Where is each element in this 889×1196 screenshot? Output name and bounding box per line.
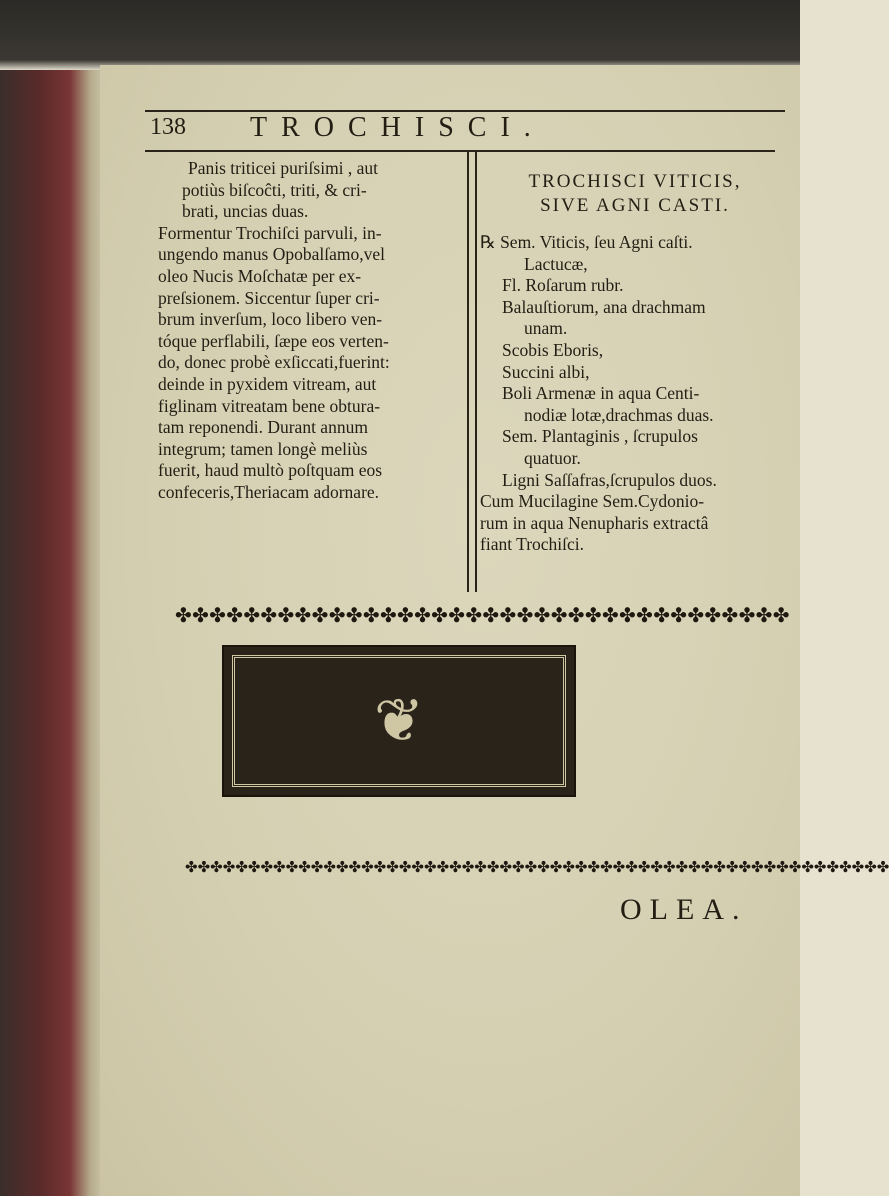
fleuron-icon: ✤ [704,605,722,627]
fleuron-icon: ✤ [499,605,517,627]
fleuron-icon: ✤ [813,860,827,876]
ingredient-line: Sem. Plantaginis , ſcrupulos [502,426,698,447]
ingredient-line: Balauſtiorum, ana drachmam [502,296,706,317]
fleuron-icon: ✤ [851,860,865,876]
text-line: ungendo manus Opobalſamo,vel [158,244,385,265]
ingredient-line: unam. [524,318,568,339]
ingredient-line: Boli Armenæ in aqua Centi- [502,383,700,404]
text-line: brum inverſum, loco libero ven- [158,309,383,330]
ingredient-line: Succini albi, [502,361,590,382]
book-spine-edge [0,70,110,1196]
fleuron-icon: ✤ [310,860,324,876]
fleuron-icon: ✤ [533,605,551,627]
ingredient-line: Fl. Roſarum rubr. [502,275,624,296]
fleuron-icon: ✤ [637,860,651,876]
ornament-border-bottom [185,858,889,880]
text-line: do, donec probè exſiccati,fuerint: [158,352,390,373]
fleuron-icon: ✤ [379,605,397,627]
page-number: 138 [150,114,186,140]
ingredient-line: fiant Trochiſci. [480,534,585,555]
column-divider-inner [475,152,477,592]
ingredient-line: ℞ Sem. Viticis, ſeu Agni caſti. [480,232,693,252]
section-title-olea: OLEA. [620,893,748,926]
fleuron-icon: ✤ [636,605,653,627]
text-line: deinde in pyxidem vitream, aut [158,373,377,394]
fleuron-icon: ✤ [601,605,619,627]
ingredient-line: Ligni Saſſafras,ſcrupulos duos. [502,469,717,490]
text-line: Formentur Trochiſci parvuli, in- [158,222,382,243]
column-divider [467,152,469,592]
fleuron-icon: ✤ [361,860,374,876]
fleuron-icon: ✤ [449,860,462,876]
ingredient-line: Scobis Eboris, [502,339,604,360]
right-column [480,170,790,556]
fleuron-icon: ✤ [763,860,777,876]
fleuron-icon: ✤ [688,860,701,876]
fleuron-icon: ✤ [298,860,311,876]
text-line: Panis triticei puriſsimi , aut [188,158,379,178]
ingredient-line: Cum Mucilagine Sem.Cydonio- [480,491,705,512]
fleuron-icon: ✤ [277,605,295,627]
fleuron-icon: ✤ [499,860,513,876]
ingredient-line: rum in aqua Nenupharis extractâ [480,512,709,533]
text-line: tóque perflabili, ſæpe eos verten- [158,330,389,351]
fleuron-icon: ✤ [285,860,299,876]
fleuron-icon: ✤ [209,605,226,627]
text-line: confeceris,Theriacam adornare. [158,481,380,502]
fleuron-icon: ✤ [725,860,739,876]
fleuron-icon: ✤ [226,605,243,627]
fleuron-icon: ✤ [612,860,626,876]
text-line: preſsionem. Siccentur ſuper cri- [158,287,380,308]
fleuron-icon: ✤ [713,860,726,876]
fleuron-icon: ✤ [461,860,475,876]
fleuron-icon: ✤ [662,860,676,876]
text-line: figlinam vitreatam bene obtura- [158,395,381,416]
left-column-text [158,158,463,504]
text-line: potiùs biſcoĉti, triti, & cri- [182,179,367,200]
fleuron-icon: ✤ [192,605,209,627]
header-bottom-rule [145,150,775,152]
fleuron-icon: ✤ [273,860,286,876]
text-line: brati, uncias duas. [182,201,309,222]
fleuron-icon: ✤ [486,860,500,876]
fleuron-icon: ✤ [567,605,585,627]
recipe-title-line1: TROCHISCI VITICIS, [528,171,742,192]
fleuron-icon: ✤ [653,605,670,627]
fleuron-icon: ✤ [414,605,431,627]
fleuron-icon: ✤ [345,605,363,627]
fleuron-icon: ✤ [524,860,538,876]
text-line: oleo Nucis Moſchatæ per ex- [158,265,362,286]
woodcut-headpiece [222,645,576,797]
fleuron-icon: ✤ [670,605,688,627]
fleuron-icon: ✤ [755,605,773,627]
woodcut-emblem-icon: ❦ [232,655,566,787]
fleuron-icon: ✤ [243,605,261,627]
fleuron-icon: ✤ [397,605,414,627]
fleuron-icon: ✤ [550,605,568,627]
fleuron-icon: ✤ [260,605,278,627]
fleuron-icon: ✤ [801,860,814,876]
text-line: fuerit, haud multò poſtquam eos [158,460,383,481]
fleuron-icon: ✤ [373,860,387,876]
fleuron-icon: ✤ [185,860,198,876]
recipe-ingredients [480,232,790,556]
fleuron-icon: ✤ [311,605,329,627]
fleuron-icon: ✤ [294,605,312,627]
fleuron-icon: ✤ [687,605,705,627]
fleuron-icon: ✤ [260,860,274,876]
fleuron-icon: ✤ [772,605,790,627]
fleuron-icon: ✤ [864,860,877,876]
fleuron-icon: ✤ [323,860,336,876]
fleuron-icon: ✤ [512,860,525,876]
fleuron-icon: ✤ [776,860,789,876]
fleuron-icon: ✤ [549,860,563,876]
fleuron-icon: ✤ [348,860,362,876]
fleuron-icon: ✤ [675,860,689,876]
fleuron-icon: ✤ [328,605,346,627]
fleuron-icon: ✤ [839,860,852,876]
fleuron-icon: ✤ [431,605,448,627]
fleuron-icon: ✤ [721,605,739,627]
fleuron-icon: ✤ [222,860,236,876]
fleuron-icon: ✤ [826,860,840,876]
fleuron-icon: ✤ [398,860,412,876]
ornament-border-top [175,603,790,629]
fleuron-icon: ✤ [562,860,575,876]
fleuron-icon: ✤ [619,605,636,627]
fleuron-icon: ✤ [175,605,192,627]
text-line: tam reponendi. Durant annum [158,417,368,438]
running-title: TROCHISCI. [250,112,545,143]
fleuron-icon: ✤ [537,860,550,876]
fleuron-icon: ✤ [465,605,483,627]
fleuron-icon: ✤ [386,860,399,876]
fleuron-icon: ✤ [474,860,487,876]
fleuron-icon: ✤ [788,860,802,876]
fleuron-icon: ✤ [751,860,764,876]
recipe-title-line2: SIVE AGNI CASTI. [540,195,730,216]
fleuron-icon: ✤ [625,860,638,876]
text-line: integrum; tamen longè meliùs [158,438,368,459]
ingredient-line: Lactucæ, [524,253,588,274]
fleuron-icon: ✤ [197,860,211,876]
fleuron-icon: ✤ [700,860,714,876]
ingredient-line: nodiæ lotæ,drachmas duas. [524,404,714,425]
fleuron-icon: ✤ [738,860,752,876]
fleuron-icon: ✤ [584,605,602,627]
fleuron-icon: ✤ [650,860,663,876]
ingredient-line: quatuor. [524,447,581,468]
fleuron-icon: ✤ [436,860,450,876]
fleuron-icon: ✤ [600,860,613,876]
fleuron-icon: ✤ [335,860,349,876]
fleuron-icon: ✤ [411,860,424,876]
fleuron-icon: ✤ [587,860,601,876]
fleuron-icon: ✤ [423,860,437,876]
fleuron-icon: ✤ [574,860,588,876]
fleuron-icon: ✤ [210,860,223,876]
fleuron-icon: ✤ [247,860,261,876]
fleuron-icon: ✤ [235,860,248,876]
fleuron-icon: ✤ [876,860,889,876]
fleuron-icon: ✤ [482,605,500,627]
fleuron-icon: ✤ [738,605,756,627]
fleuron-icon: ✤ [448,605,466,627]
fleuron-icon: ✤ [516,605,534,627]
fleuron-icon: ✤ [362,605,380,627]
